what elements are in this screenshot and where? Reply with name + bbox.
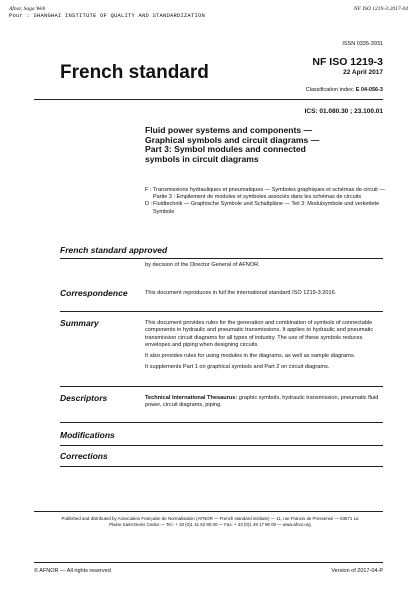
summary-paragraph: It supplements Part 1 on graphical symbols and Part 2 on circuit diagrams. bbox=[145, 364, 330, 371]
divider bbox=[60, 258, 383, 259]
licensee-org: SHANGHAI INSTITUTE OF QUALITY AND STANDARDIZATION bbox=[33, 11, 206, 19]
translation-text: Transmissions hydrauliques et pneumatiques — Symboles graphiques et schémas de circuit — Partie 3 : Empilement de modules et symboles associés dans les schémas de circuits bbox=[153, 187, 385, 201]
language-code: D : bbox=[145, 201, 153, 208]
summary-paragraph: This document provides rules for the generation and combination of symbols of connectable components in hydraulic and pneumatic transmissions. It applies to hydraulic and pneumatic transmission circuit diagrams for all types of industry. The use of these symbols reduces envelopes and piping when designing circuits. bbox=[145, 320, 374, 348]
translation-german bbox=[145, 201, 385, 215]
descriptors-label: Technical International Thesaurus: bbox=[145, 395, 238, 401]
classification-index bbox=[306, 87, 383, 93]
modifications-heading: Modifications bbox=[60, 430, 115, 440]
top-header bbox=[9, 6, 205, 19]
descriptors-heading: Descriptors bbox=[60, 393, 108, 403]
translation-french bbox=[145, 187, 385, 201]
source-line: Afnor, Saga Web bbox=[9, 6, 46, 12]
divider bbox=[60, 311, 383, 312]
divider bbox=[60, 386, 383, 387]
document-title-line: Part 3: Symbol modules and connected bbox=[145, 144, 306, 155]
divider bbox=[60, 422, 383, 423]
copyright: © AFNOR — All rights reserved bbox=[34, 568, 111, 574]
translation-text: Fluidtechnik — Graphische Symbole und Schaltpläne — Teil 3: Modulsymbole und verkettete Symbole bbox=[153, 201, 380, 215]
standard-number: NF ISO 1219-3 bbox=[312, 56, 383, 68]
licensee-prefix: Pour : bbox=[9, 11, 34, 19]
corrections-heading: Corrections bbox=[60, 451, 108, 461]
divider bbox=[60, 466, 383, 467]
divider bbox=[60, 445, 383, 446]
summary-paragraph: It also provides rules for using modules in the diagrams, as well as sample diagrams. bbox=[145, 353, 356, 360]
divider bbox=[34, 511, 383, 512]
descriptors-text bbox=[145, 395, 383, 410]
version: Version of 2017-04-P bbox=[331, 568, 383, 574]
language-code: F : bbox=[145, 187, 152, 193]
standard-date: 22 April 2017 bbox=[343, 69, 383, 76]
issn: ISSN 0335-3931 bbox=[342, 41, 383, 47]
summary-heading: Summary bbox=[60, 318, 99, 328]
classification-label: Classification index: bbox=[305, 87, 356, 93]
title-translations bbox=[145, 187, 385, 216]
divider bbox=[34, 99, 383, 100]
document-title bbox=[145, 126, 380, 164]
approved-text: by decision of the Director General of AFNOR. bbox=[145, 262, 260, 268]
classification-value: E 04-056-3 bbox=[355, 87, 383, 93]
doc-reference: NF ISO 1219-3:2017-04 bbox=[353, 6, 408, 12]
page-title: French standard bbox=[60, 62, 209, 83]
publisher-info: Published and distributed by Association Française de Normalisation (AFNOR — French standard institute) — 11, rue Francis de Pressensé — 93571 La Plaine Saint-Denis Cedex — Tel.: + 33 (0)1 41 62 80 00 — Fax: + 33 (0)1 49 17 90 00 — www.afnor.org bbox=[61, 516, 359, 527]
document-title-line: symbols in circuit diagrams bbox=[145, 153, 259, 164]
document-title-line: Graphical symbols and circuit diagrams — bbox=[145, 134, 320, 145]
ics-codes: ICS: 01.080.30 ; 23.100.01 bbox=[304, 108, 383, 115]
document-title-line: Fluid power systems and components — bbox=[145, 125, 313, 135]
divider bbox=[34, 562, 383, 563]
correspondence-heading: Correspondence bbox=[60, 288, 128, 298]
licensee-line bbox=[9, 13, 205, 20]
descriptors-value: graphic symbols, hydraulic transmission, pneumatic fluid power, circuit diagrams, piping. bbox=[145, 395, 379, 409]
approved-heading: French standard approved bbox=[60, 245, 168, 255]
correspondence-text: This document reproduces in full the international standard ISO 1219-3:2016. bbox=[145, 290, 337, 296]
summary-body bbox=[145, 320, 383, 376]
